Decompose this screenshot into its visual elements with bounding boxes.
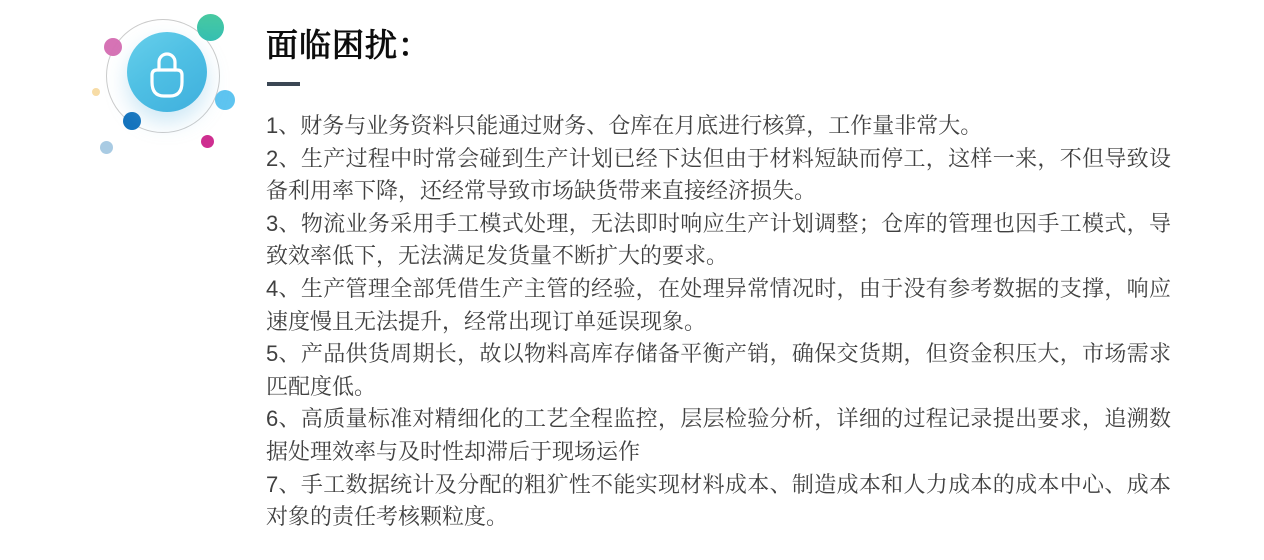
trouble-item-5: 5、产品供货周期长，故以物料高库存储备平衡产销，确保交货期，但资金积压大，市场需求匹配度低。	[266, 341, 1171, 399]
page-title: 面临困扰：	[266, 27, 432, 63]
trouble-item-1: 1、财务与业务资料只能通过财务、仓库在月底进行核算，工作量非常大。	[266, 113, 983, 138]
dot-lightblue-icon	[215, 90, 235, 110]
trouble-item-7: 7、手工数据统计及分配的粗犷性不能实现材料成本、制造成本和人力成本的成本中心、成本对象的责任考核颗粒度。	[266, 471, 1171, 530]
dot-paleblue-icon	[100, 141, 113, 154]
trouble-list	[266, 110, 1171, 534]
trouble-item-6: 6、高质量标准对精细化的工艺全程监控，层层检验分析，详细的过程记录提出要求，追溯数据处理效率与及时性却滞后于现场运作	[266, 406, 1171, 464]
dot-pink-icon	[104, 38, 122, 56]
title-underline	[267, 82, 300, 86]
dot-darkblue-icon	[123, 112, 141, 130]
lock-badge	[0, 0, 260, 180]
trouble-item-2: 2、生产过程中时常会碰到生产计划已经下达但由于材料短缺而停工，这样一来，不但导致设备利用率下降，还经常导致市场缺货带来直接经济损失。	[266, 145, 1171, 204]
lock-circle	[127, 32, 207, 112]
dot-cream-icon	[92, 88, 100, 96]
trouble-item-4: 4、生产管理全部凭借生产主管的经验，在处理异常情况时，由于没有参考数据的支撑，响应速度慢且无法提升，经常出现订单延误现象。	[266, 275, 1171, 334]
dot-magenta-icon	[201, 135, 214, 148]
trouble-item-3: 3、物流业务采用手工模式处理，无法即时响应生产计划调整；仓库的管理也因手工模式，导致效率低下，无法满足发货量不断扩大的要求。	[266, 210, 1171, 269]
lock-icon	[127, 32, 207, 112]
